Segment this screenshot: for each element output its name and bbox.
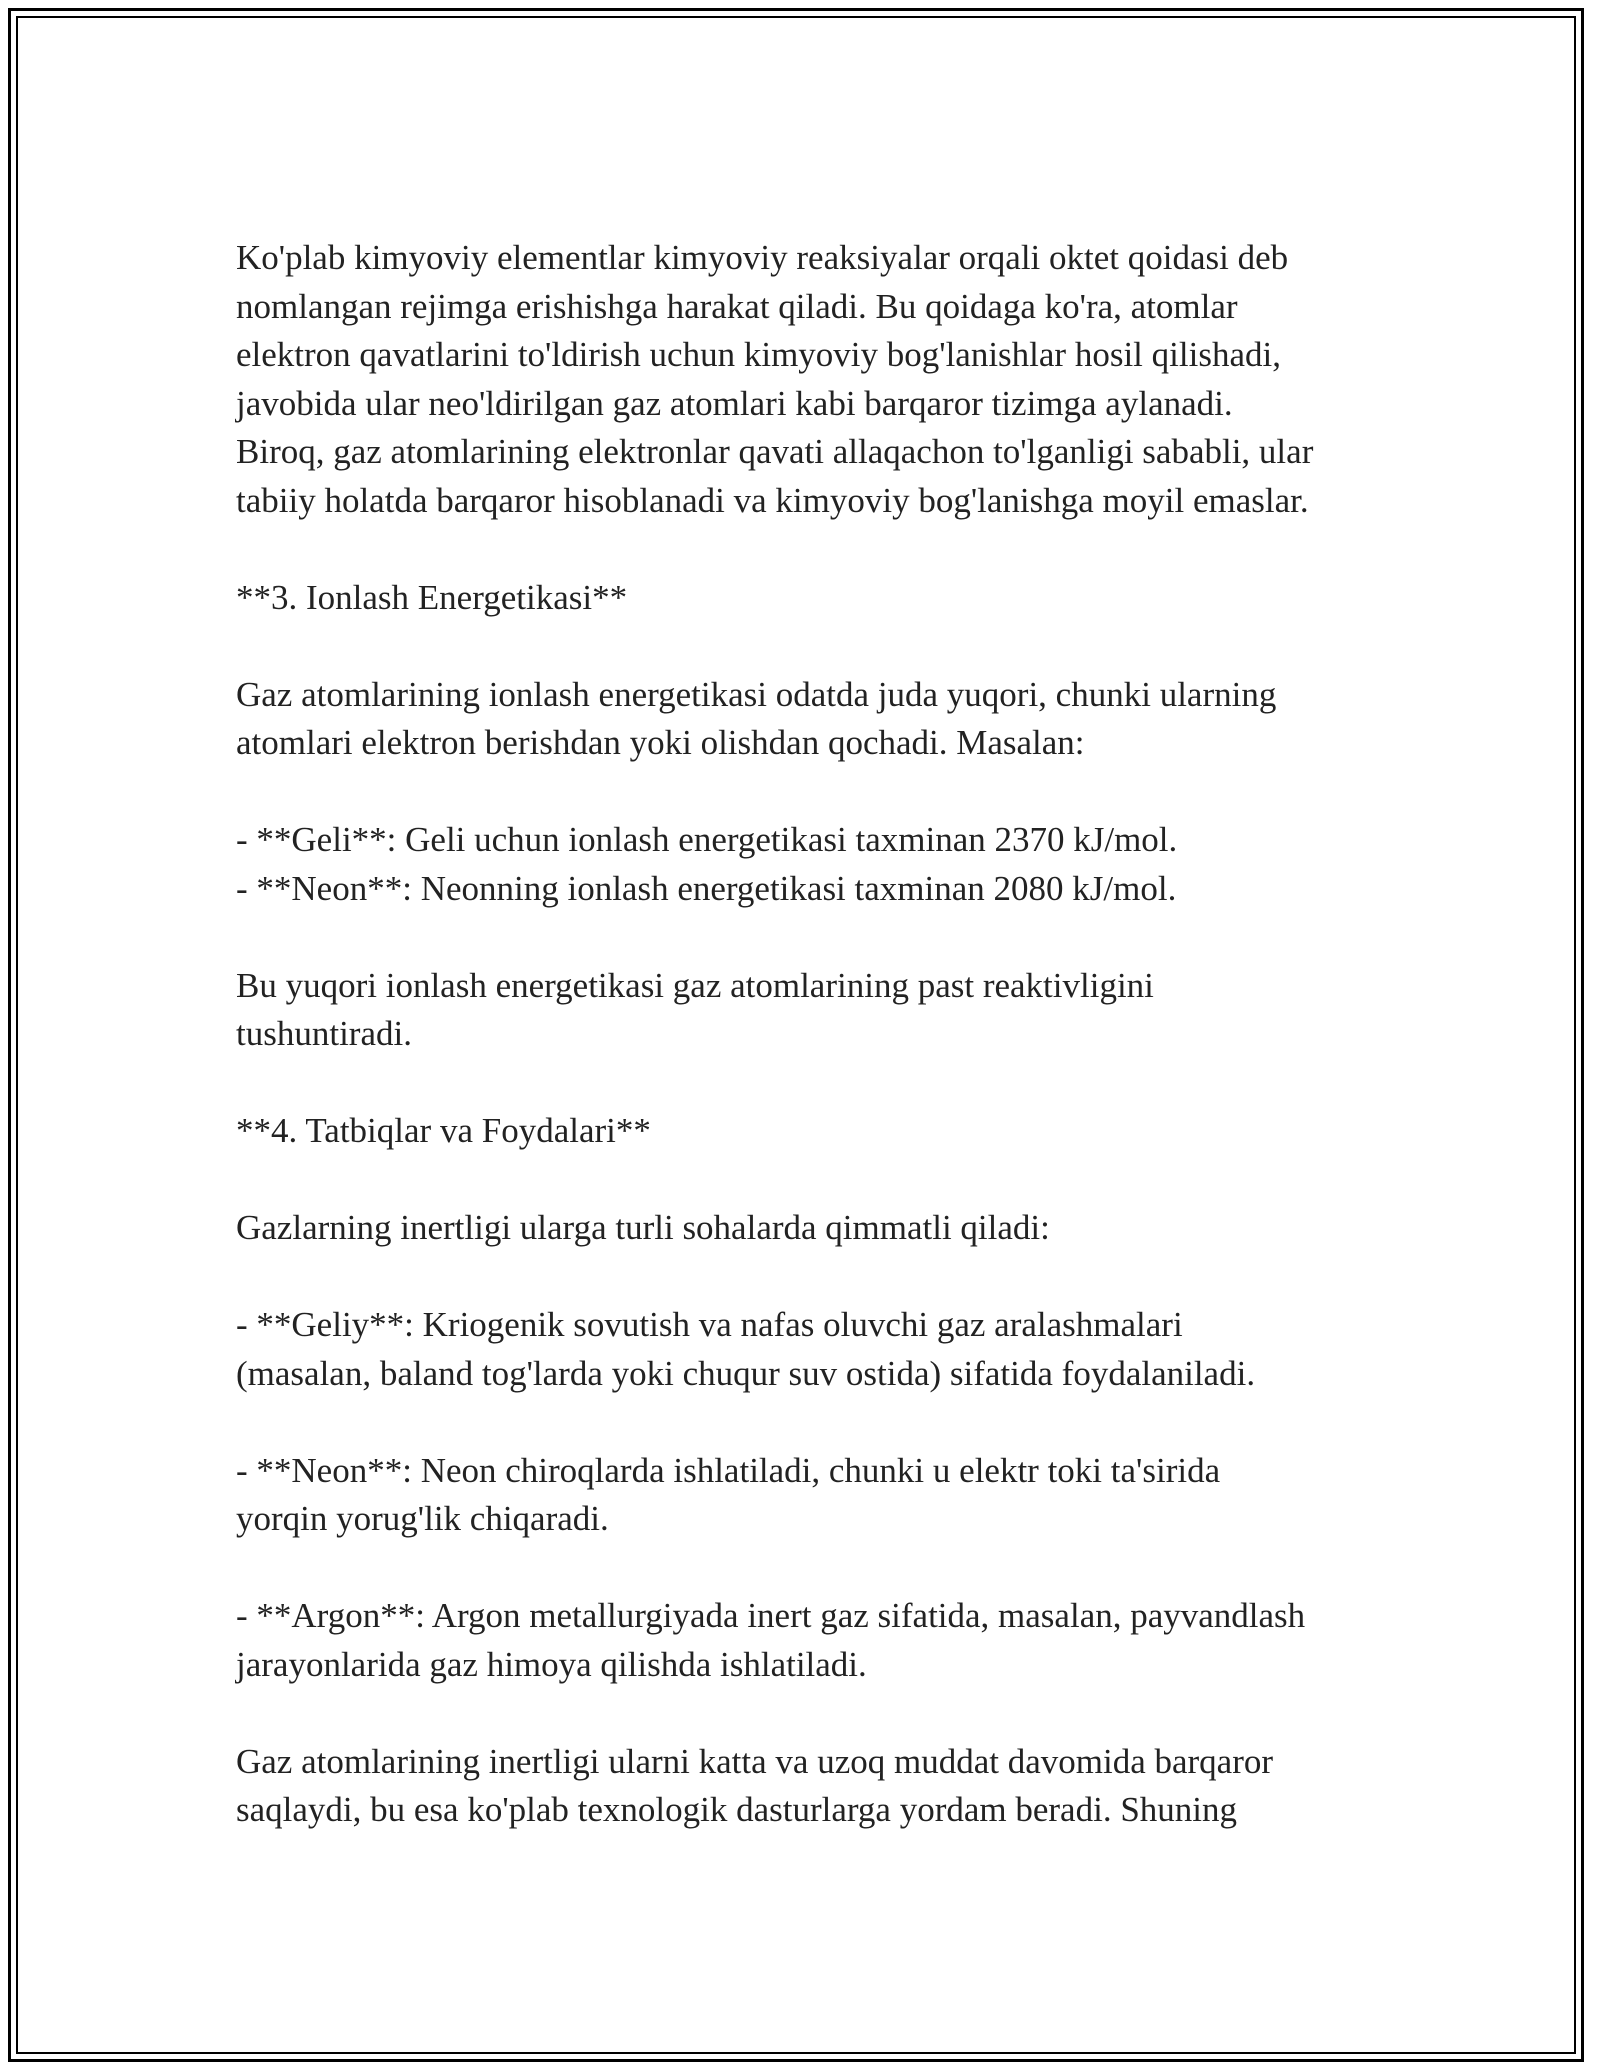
section-heading: **3. Ionlash Energetikasi** xyxy=(236,577,628,617)
text-line: Bu yuqori ionlash energetikasi gaz atomlarining past reaktivligini xyxy=(236,965,1154,1005)
section-heading: **4. Tatbiqlar va Foydalari** xyxy=(236,1111,651,1150)
list-item: yorqin yorug'lik chiqaradi. xyxy=(236,1499,609,1538)
heading-ionization xyxy=(236,574,1376,623)
paragraph-ionization-intro xyxy=(236,671,1376,768)
text-line: atomlari elektron berishdan yoki olishdan qochadi. Masalan: xyxy=(236,723,1085,762)
text-line: nomlangan rejimga erishishga harakat qiladi. Bu qoidaga ko'ra, atomlar xyxy=(236,286,1238,326)
paragraph-gap xyxy=(236,1253,1376,1302)
document-body xyxy=(236,234,1376,1835)
list-item-helium xyxy=(236,1301,1376,1398)
text-line: Gaz atomlarining inertligi ularni katta va uzoq muddat davomida barqaror xyxy=(236,1741,1274,1781)
list-item: - **Geli**: Geli uchun ionlash energetikasi taxminan 2370 kJ/mol. xyxy=(236,820,1178,859)
text-line: Gazlarning inertligi ularga turli sohalarda qimmatli qiladi: xyxy=(236,1208,1050,1247)
paragraph-gap xyxy=(236,1689,1376,1738)
text-line: saqlaydi, bu esa ko'plab texnologik dasturlarga yordam beradi. Shuning xyxy=(236,1790,1238,1829)
heading-applications xyxy=(236,1107,1376,1156)
list-ionization-values xyxy=(236,816,1376,913)
paragraph-gap xyxy=(236,1544,1376,1593)
list-item: - **Geliy**: Kriogenik sovutish va nafas oluvchi gaz aralashmalari xyxy=(236,1305,1183,1344)
text-line: Gaz atomlarining ionlash energetikasi odatda juda yuqori, chunki ularning xyxy=(236,674,1277,714)
paragraph-conclusion xyxy=(236,1738,1376,1835)
text-line: tushuntiradi. xyxy=(236,1014,412,1053)
list-item-neon xyxy=(236,1447,1376,1544)
list-item: - **Neon**: Neon chiroqlarda ishlatiladi, chunki u elektr toki ta'sirida xyxy=(236,1450,1221,1490)
list-item: - **Argon**: Argon metallurgiyada inert gaz sifatida, masalan, payvandlash xyxy=(236,1596,1306,1635)
text-line: Ko'plab kimyoviy elementlar kimyoviy reaksiyalar orqali oktet qoidasi deb xyxy=(236,238,1289,277)
paragraph-gap xyxy=(236,525,1376,574)
list-item: jarayonlarida gaz himoya qilishda ishlatiladi. xyxy=(236,1644,867,1684)
text-line: elektron qavatlarini to'ldirish uchun kimyoviy bog'lanishlar hosil qilishadi, xyxy=(236,335,1281,374)
paragraph-gap xyxy=(236,1059,1376,1108)
list-item-argon xyxy=(236,1592,1376,1689)
text-line: javobida ular neo'ldirilgan gaz atomlari kabi barqaror tizimga aylanadi. xyxy=(236,383,1233,423)
list-item: - **Neon**: Neonning ionlash energetikasi taxminan 2080 kJ/mol. xyxy=(236,868,1177,908)
text-line: Biroq, gaz atomlarining elektronlar qavati allaqachon to'lganligi sababli, ular xyxy=(236,432,1314,471)
paragraph-octet-rule xyxy=(236,234,1376,525)
paragraph-ionization-summary xyxy=(236,962,1376,1059)
paragraph-applications-intro xyxy=(236,1204,1376,1253)
paragraph-gap xyxy=(236,622,1376,671)
paragraph-gap xyxy=(236,1156,1376,1205)
text-line: tabiiy holatda barqaror hisoblanadi va kimyoviy bog'lanishga moyil emaslar. xyxy=(236,480,1309,520)
list-item: (masalan, baland tog'larda yoki chuqur suv ostida) sifatida foydalaniladi. xyxy=(236,1353,1256,1393)
paragraph-gap xyxy=(236,913,1376,962)
paragraph-gap xyxy=(236,768,1376,817)
paragraph-gap xyxy=(236,1398,1376,1447)
